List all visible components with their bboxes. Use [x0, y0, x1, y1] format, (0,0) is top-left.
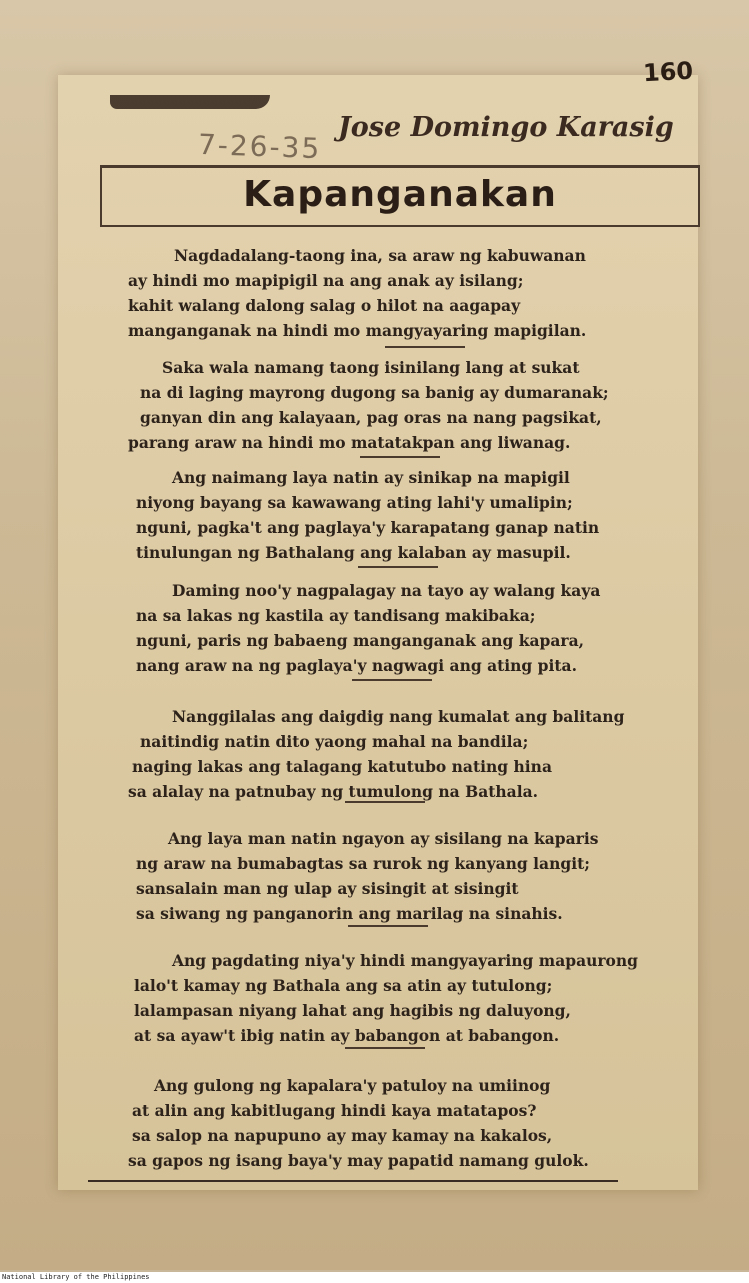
verse-line: manganganak na hindi mo mangyayaring mapigilan. [128, 321, 587, 340]
verse-line: kahit walang dalong salag o hilot na aagapay [128, 296, 521, 315]
verse-line: at alin ang kabitlugang hindi kaya matatapos? [132, 1101, 537, 1120]
verse-line: Ang pagdating niya'y hindi mangyayaring mapaurong [172, 951, 638, 970]
torn-edge [110, 95, 270, 109]
stanza-divider [345, 801, 425, 803]
verse-line: nguni, pagka't ang paglaya'y karapatang ganap natin [136, 518, 600, 537]
verse-line: parang araw na hindi mo matatakpan ang liwanag. [128, 433, 571, 452]
title-box [100, 165, 700, 227]
verse-line: ay hindi mo mapipigil na ang anak ay isilang; [128, 271, 524, 290]
verse-line: naging lakas ang talagang katutubo nating hina [132, 757, 552, 776]
poem-title: Kapanganakan [243, 174, 557, 215]
verse-line: na sa lakas ng kastila ay tandisang makibaka; [136, 606, 536, 625]
footer-credit: National Library of the Philippines [2, 1273, 150, 1281]
stanza-5 [128, 704, 628, 804]
verse-line: sansalain man ng ulap ay sisingit at sisingit [136, 879, 519, 898]
stanza-divider [358, 566, 438, 568]
stanza-3 [128, 465, 628, 565]
verse-line: Nagdadalang-taong ina, sa araw ng kabuwanan [174, 246, 586, 265]
stanza-2 [128, 355, 628, 455]
stanza-divider [385, 346, 465, 348]
verse-line: Ang laya man natin ngayon ay sisilang na kaparis [168, 829, 599, 848]
bottom-rule [88, 1180, 618, 1182]
verse-line: ganyan din ang kalayaan, pag oras na nang pagsikat, [140, 408, 602, 427]
verse-line: Nanggilalas ang daigdig nang kumalat ang balitang [172, 707, 625, 726]
verse-line: sa salop na napupuno ay may kamay na kakalos, [132, 1126, 553, 1145]
verse-line: sa alalay na patnubay ng tumulong na Bathala. [128, 782, 539, 801]
verse-line: nguni, paris ng babaeng manganganak ang kapara, [136, 631, 585, 650]
verse-line: at sa ayaw't ibig natin ay babangon at babangon. [134, 1026, 560, 1045]
verse-line: na di laging mayrong dugong sa banig ay dumaranak; [140, 383, 609, 402]
stanza-divider [360, 456, 440, 458]
verse-line: lalampasan niyang lahat ang hagibis ng daluyong, [134, 1001, 571, 1020]
verse-line: lalo't kamay ng Bathala ang sa atin ay tutulong; [134, 976, 553, 995]
stanza-1 [128, 243, 628, 343]
footer-bar [0, 1272, 749, 1283]
verse-line: Daming noo'y nagpalagay na tayo ay walang kaya [172, 581, 601, 600]
verse-line: ng araw na bumabagtas sa rurok ng kanyang langit; [136, 854, 590, 873]
stanza-divider [348, 925, 428, 927]
stanza-divider [345, 1047, 425, 1049]
stanza-6 [128, 826, 628, 926]
verse-line: Ang gulong ng kapalara'y patuloy na umiinog [154, 1076, 551, 1095]
verse-line: tinulungan ng Bathalang ang kalaban ay masupil. [136, 543, 571, 562]
verse-line: Ang naimang laya natin ay sinikap na mapigil [172, 468, 570, 487]
handwritten-date: 7-26-35 [197, 127, 322, 166]
stanza-8 [128, 1073, 628, 1173]
verse-line: niyong bayang sa kawawang ating lahi'y umalipin; [136, 493, 573, 512]
stanza-4 [128, 578, 628, 678]
verse-line: Saka wala namang taong isinilang lang at sukat [162, 358, 580, 377]
verse-line: sa siwang ng panganorin ang marilag na sinahis. [136, 904, 563, 923]
verse-line: sa gapos ng isang baya'y may papatid namang gulok. [128, 1151, 589, 1170]
author-name: Jose Domingo Karasig [338, 112, 674, 143]
stanza-7 [128, 948, 638, 1048]
verse-line: naitindig natin dito yaong mahal na bandila; [140, 732, 529, 751]
stanza-divider [352, 679, 432, 681]
page-number: 160 [642, 56, 694, 88]
verse-line: nang araw na ng paglaya'y nagwagi ang ating pita. [136, 656, 577, 675]
